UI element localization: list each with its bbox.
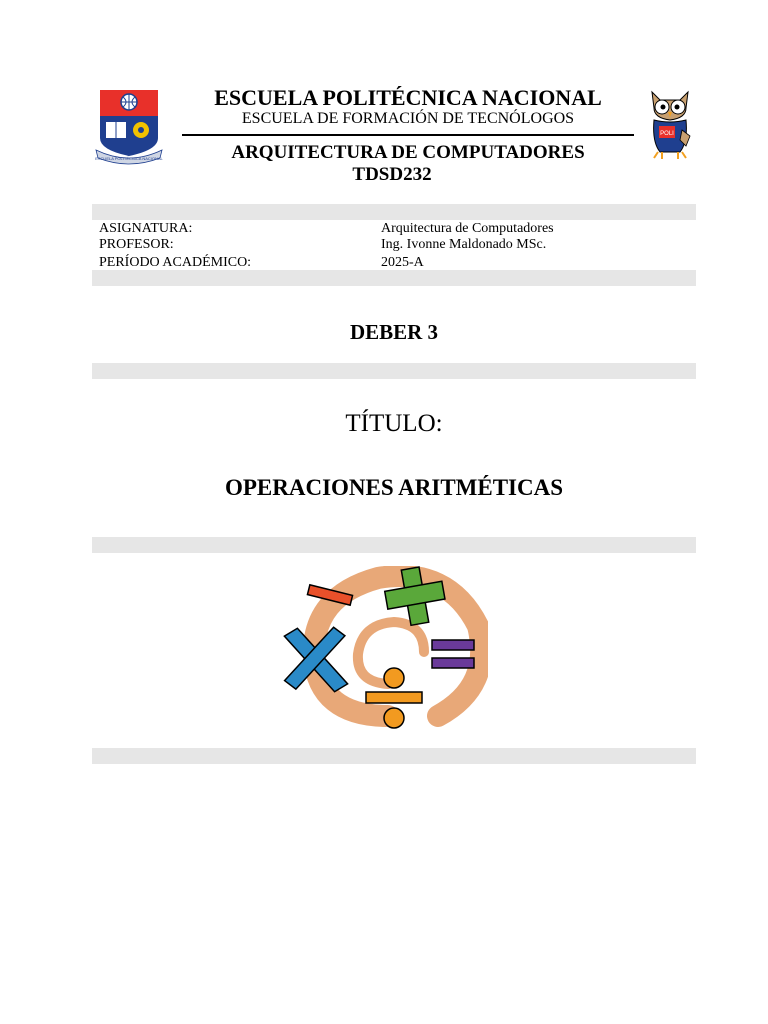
seal-ribbon-text: ESCUELA POLITÉCNICA NACIONAL [95,156,163,161]
title-label: TÍTULO: [345,410,443,437]
separator-bar [92,363,696,379]
info-value-period: 2025-A [381,255,424,270]
info-label-subject: ASIGNATURA: [99,221,193,236]
separator-bar [92,537,696,553]
university-seal-icon [94,88,164,168]
assignment-name: DEBER 3 [349,320,439,344]
arithmetic-symbols-icon [278,566,488,736]
course-name: ARQUITECTURA DE COMPUTADORES [231,142,585,163]
university-title: ESCUELA POLITÉCNICA NACIONAL [214,85,602,110]
assignment-title: OPERACIONES ARITMÉTICAS [224,475,564,500]
info-label-period: PERÍODO ACADÉMICO: [99,255,252,270]
owl-mascot-icon [646,86,694,162]
separator-bar [92,204,696,220]
info-label-professor: PROFESOR: [99,237,174,252]
school-name: ESCUELA DE FORMACIÓN DE TECNÓLOGOS [241,110,575,127]
separator-bar [92,270,696,286]
info-value-professor: Ing. Ivonne Maldonado MSc. [381,237,547,252]
course-code: TDSD232 [352,164,432,185]
separator-bar [92,748,696,764]
mascot-text: POLI [660,131,674,137]
info-value-subject: Arquitectura de Computadores [381,221,554,236]
header-rule [182,134,634,136]
